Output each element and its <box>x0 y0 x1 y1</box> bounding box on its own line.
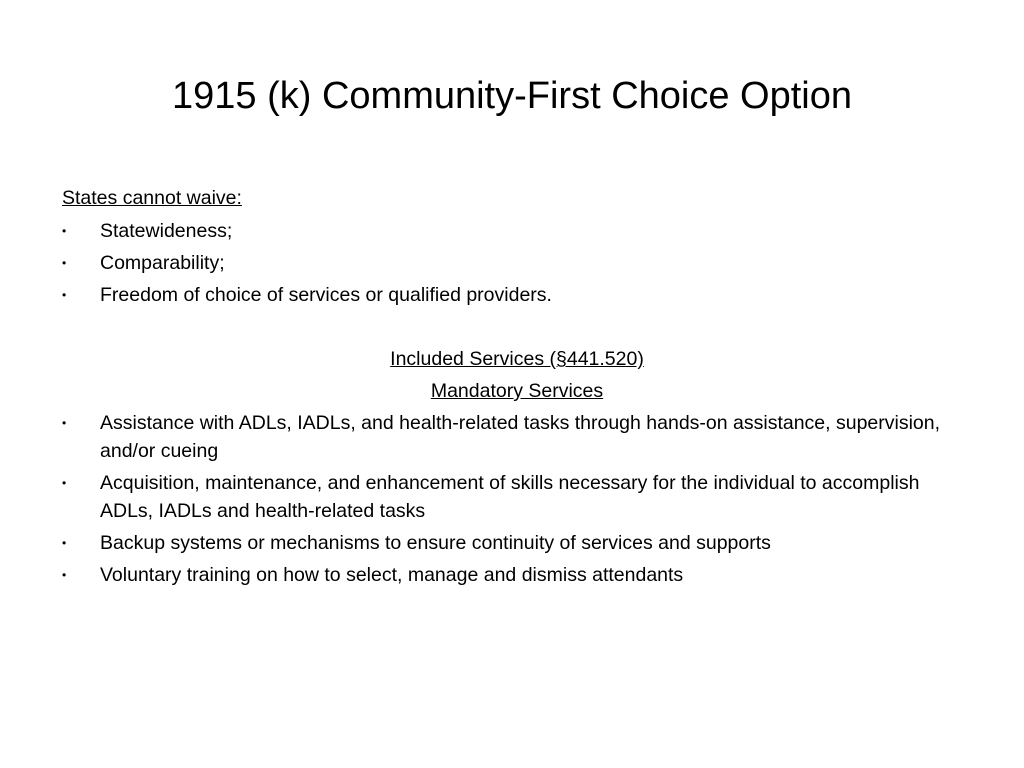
bullet-icon: • <box>62 476 67 490</box>
mandatory-services-heading: Mandatory Services <box>430 380 604 402</box>
list-item-text: Assistance with ADLs, IADLs, and health-related tasks through hands-on assistance, supervision, and/or cueing <box>100 412 941 462</box>
list-item <box>62 217 972 245</box>
included-services-heading: Included Services (§441.520) <box>390 348 644 370</box>
bullet-icon: • <box>62 256 67 270</box>
list-item-text: Statewideness; <box>100 220 233 242</box>
list-item-text: Backup systems or mechanisms to ensure continuity of services and supports <box>100 532 771 554</box>
list-item-text: Freedom of choice of services or qualified providers. <box>100 284 552 306</box>
list-item-text: Voluntary training on how to select, manage and dismiss attendants <box>100 564 684 586</box>
spacer <box>62 313 972 345</box>
cannot-waive-list <box>62 217 972 309</box>
list-item <box>62 561 972 589</box>
list-item-text: Acquisition, maintenance, and enhancement of skills necessary for the individual to accomplish ADLs, IADLs and health-related tasks <box>100 472 920 522</box>
bullet-icon: • <box>62 224 67 238</box>
mandatory-services-list <box>62 409 972 589</box>
list-item <box>62 409 972 465</box>
list-item <box>62 281 972 309</box>
bullet-icon: • <box>62 416 67 430</box>
list-item <box>62 249 972 277</box>
slide-body <box>62 184 972 593</box>
bullet-icon: • <box>62 568 67 582</box>
list-item <box>62 469 972 525</box>
bullet-icon: • <box>62 536 67 550</box>
bullet-icon: • <box>62 288 67 302</box>
states-cannot-waive-heading: States cannot waive: <box>62 187 242 209</box>
slide-title: 1915 (k) Community-First Choice Option <box>172 75 852 117</box>
list-item-text: Comparability; <box>100 252 225 274</box>
list-item <box>62 529 972 557</box>
